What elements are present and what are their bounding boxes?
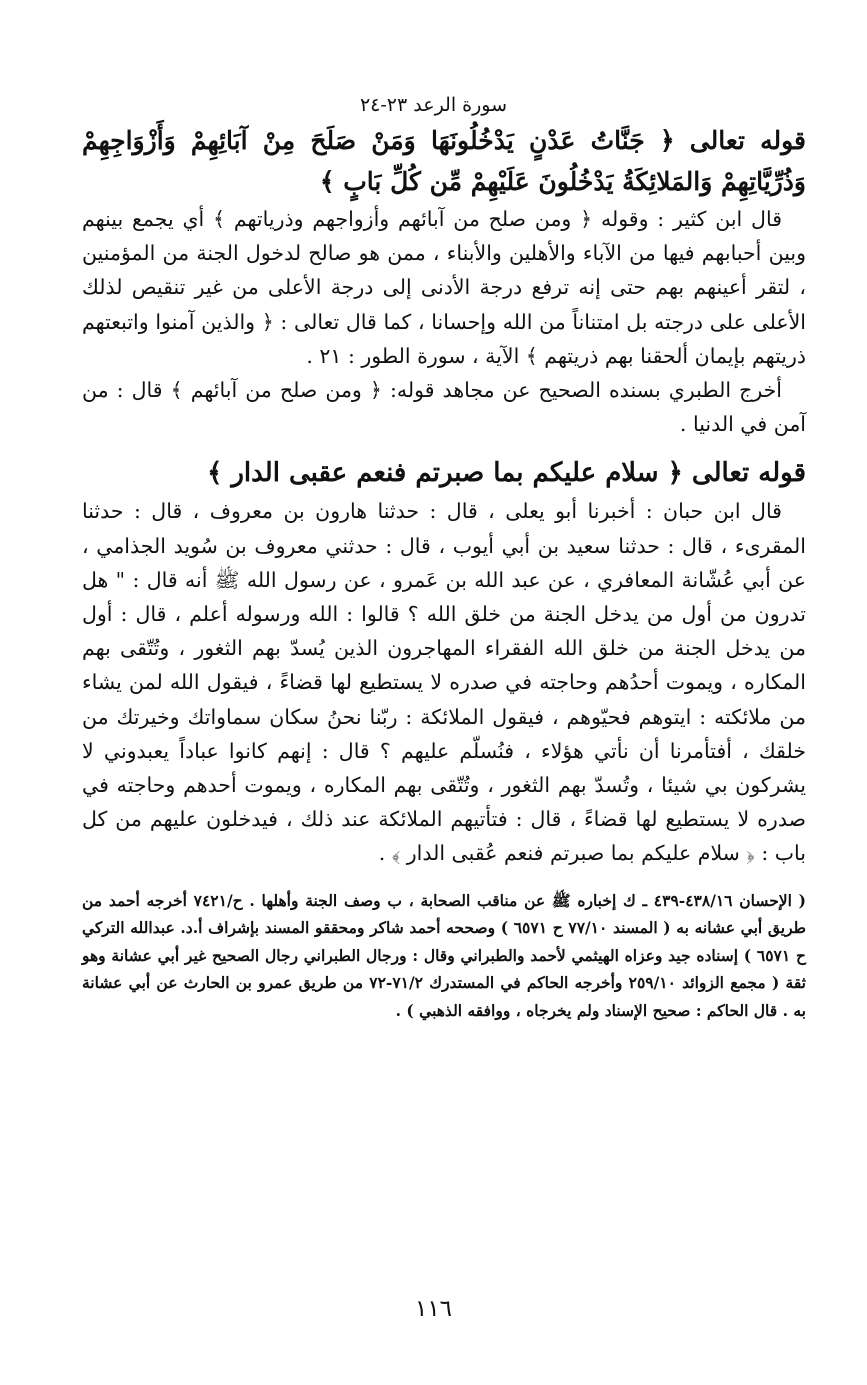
verse-heading: قوله تعالى ﴿ سلام عليكم بما صبرتم فنعم عقبى الدار ﴾ (207, 458, 806, 489)
page-number: ١١٦ (414, 1296, 453, 1322)
footnote: ( الإحسان ٤٣٨/١٦-٤٣٩ ـ ك إخباره ﷺ عن مناقب الصحابة ، ب وصف الجنة وأهلها . ح/٧٤٢١ أخرجه أحمد من طريق أبي عشانه به ( المسند ٧٧/١٠ ح ٦٥٧١ ) وصححه أحمد شاكر ومحققو المسند بإشراف أ.د. عبدالله التركي ح ٦٥٧١ ) إسناده جيد وعزاه الهيثمي لأحمد والطبراني وقال : ورجال الطبراني رجال الصحيح غير أبي عشانة وهو ثقة ( مجمع الزوائد ٢٥٩/١٠ وأخرجه الحاكم في المستدرك ٧١/٢-٧٢ من طريق عمرو بن الحارث عن أبي عشانة به . قال الحاكم : صحيح الإسناد ولم يخرجاه ، ووافقه الذهبي ) . (82, 890, 806, 1020)
verse-heading: قوله تعالى ﴿ جَنَّاتُ عَدْنٍ يَدْخُلُونَهَا وَمَنْ صَلَحَ مِنْ آبَائِهِمْ وَأَزْوَاجِهِمْ وَذُرِّيَّاتِهِمْ وَالمَلائِكَةُ يَدْخُلُونَ عَلَيْهِمْ مِّن كُلِّ بَابٍ ﴾ (82, 126, 806, 196)
hadith-paragraph: قال ابن حبان : أخبرنا أبو يعلى ، قال : حدثنا هارون بن معروف ، قال : حدثنا المقرىء ، قال : حدثنا سعيد بن أبي أيوب ، قال : حدثني معروف بن سُويد الجذامي ، عن أبي عُشّانة المعافري ، عن عبد الله بن عَمرو ، عن رسول الله ﷺ أنه قال : " هل تدرون من أول من يدخل الجنة من خلق الله ؟ قالوا : الله ورسوله أعلم ، قال : أول من يدخل الجنة من خلق الله الفقراء المهاجرون الذين يُسدّ بهم الثغور ، وتُتّقى بهم المكاره ، ويموت أحدُهم وحاجته في صدره لا يستطيع لها قضاءً ، فيقول الله لمن يشاء من ملائكته : ايتوهم فحيّوهم ، فيقول الملائكة : ربّنا نحنُ سكان سماواتك وخيرتك من خلقك ، أفتأمرنا أن نأتي هؤلاء ، فنُسلّم عليهم ؟ قال : إنهم كانوا عباداً يعبدوني لا يشركون بي شيئا ، وتُسدّ بهم الثغور ، وتُتّقى بهم المكاره ، ويموت أحدهم وحاجته في صدره لا يستطيع لها قضاءً ، قال : فتأتيهم الملائكة عند ذلك ، فيدخلون عليهم من كل باب : ﴿ سلام عليكم بما صبرتم فنعم عُقبى الدار ﴾ . (82, 499, 806, 866)
footnotes (82, 887, 806, 1025)
page-body (82, 120, 806, 1024)
running-header: سورة الرعد ٢٣-٢٤ (359, 94, 508, 116)
tafsir-paragraph: قال ابن كثير : وقوله ﴿ ومن صلح من آبائهم وأزواجهم وذرياتهم ﴾ أي يجمع بينهم وبين أحبابهم فيها من الآباء والأهلين والأبناء ، ممن هو صالح لدخول الجنة من المؤمنين ، لتقر أعينهم بهم حتى إنه ترفع درجة الأدنى إلى درجة الأعلى من غير تنقيص لذلك الأعلى على درجته بل امتناناً من الله وإحسانا ، كما قال تعالى : ﴿ والذين آمنوا واتبعتهم ذريتهم بإيمان ألحقنا بهم ذريتهم ﴾ الآية ، سورة الطور : ٢١ . (82, 207, 806, 368)
tafsir-paragraph: أخرج الطبري بسنده الصحيح عن مجاهد قوله: ﴿ ومن صلح من آبائهم ﴾ قال : من آمن في الدنيا . (82, 378, 806, 437)
